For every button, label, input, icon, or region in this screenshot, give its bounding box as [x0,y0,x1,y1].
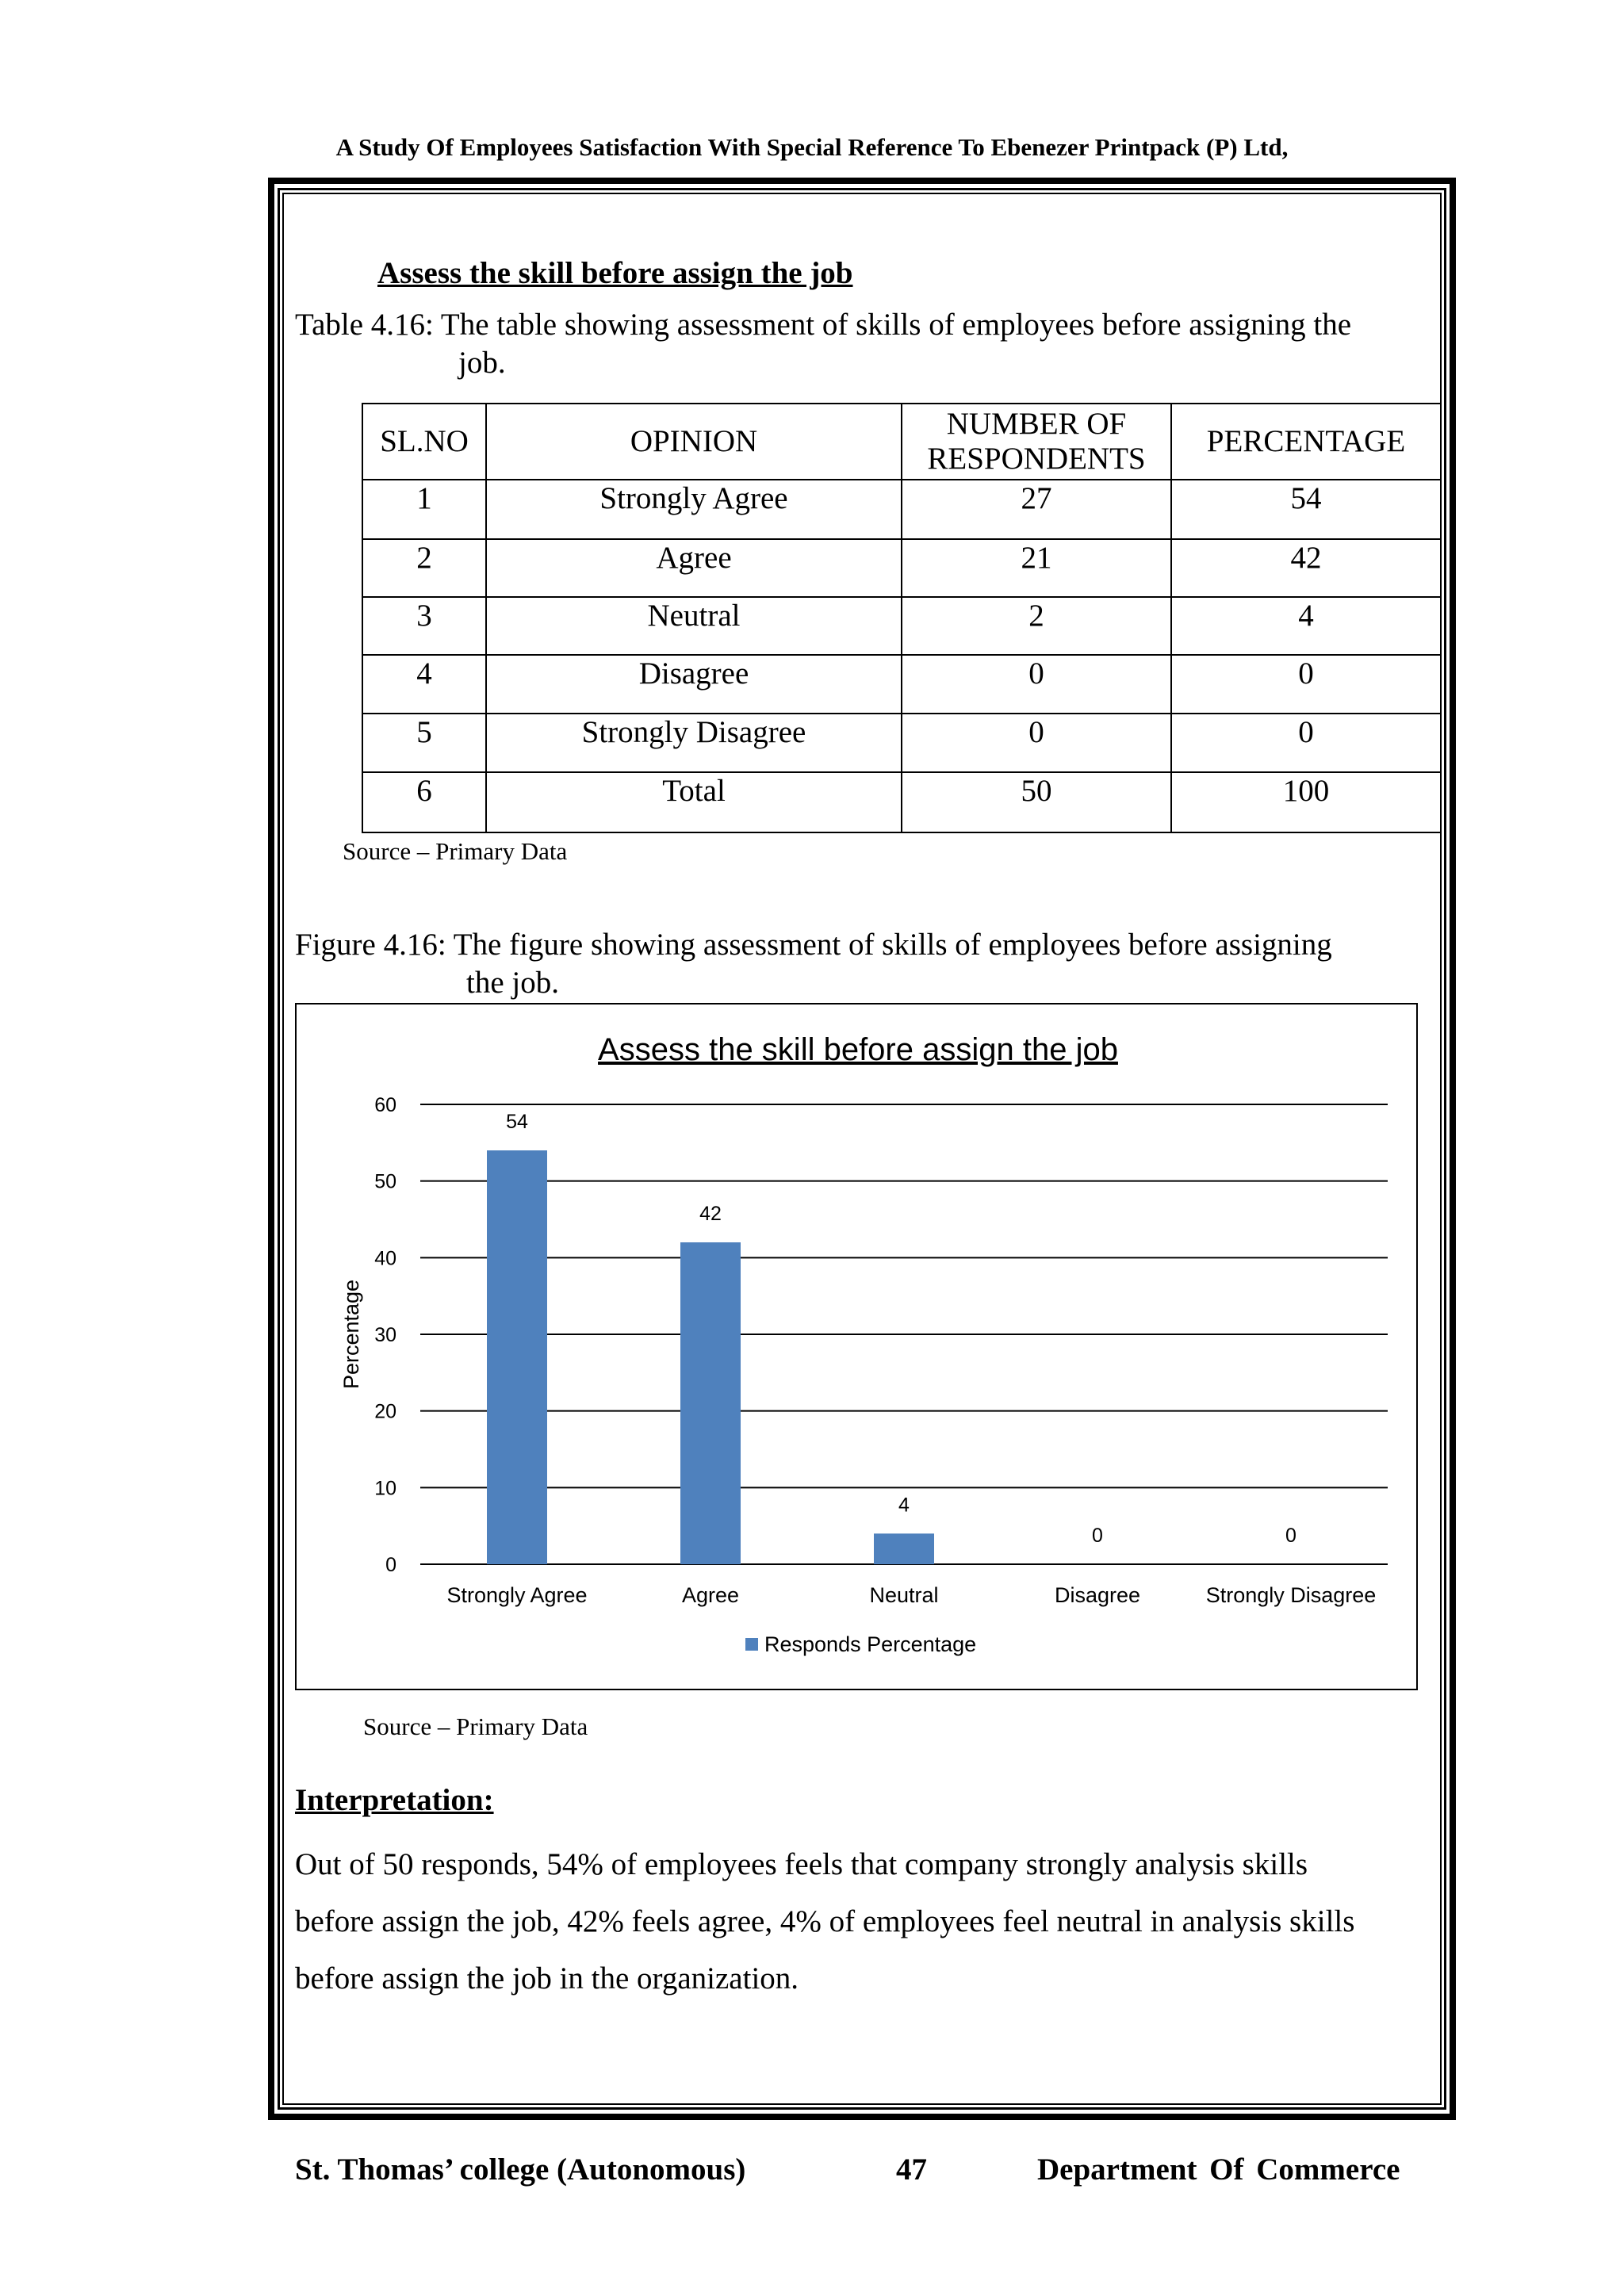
cell-percentage: 54 [1171,480,1441,539]
figure-source: Source – Primary Data [363,1712,588,1740]
header-number-of-respondents [902,404,1171,480]
cell-opinion: Strongly Disagree [486,714,902,772]
y-tick-label: 60 [374,1094,396,1116]
footer-page-number: 47 [896,2152,927,2187]
footer-department: Department Of Commerce [1037,2152,1400,2187]
section-title: Assess the skill before assign the job [377,256,853,290]
header-slno: SL.NO [362,404,486,480]
table-caption-line1: Table 4.16: The table showing assessment of skills of employees before assigning the [295,308,1352,342]
cell-slno: 6 [362,772,486,832]
legend-swatch [745,1638,758,1651]
cell-percentage: 0 [1171,714,1441,772]
bar [874,1533,934,1564]
figure-caption-line1: Figure 4.16: The figure showing assessment of skills of employees before assigning [295,928,1332,962]
bar [487,1150,547,1564]
cell-slno: 4 [362,655,486,714]
figure-caption-line2: the job. [466,966,559,1000]
x-tick-label: Strongly Disagree [1205,1583,1377,1607]
data-label: 0 [1285,1525,1297,1547]
footer-college: St. Thomas’ college (Autonomous) [295,2152,746,2187]
table-row-total [362,772,1441,832]
table-row [362,597,1441,655]
cell-respondents: 0 [902,655,1171,714]
table-source: Source – Primary Data [343,837,568,865]
data-label: 42 [699,1203,722,1225]
cell-slno: 1 [362,480,486,539]
x-tick-label: Disagree [1054,1583,1141,1607]
data-label: 54 [506,1111,528,1133]
cell-opinion: Disagree [486,655,902,714]
table-header-row [362,404,1441,480]
chart-title: Assess the skill before assign the job [598,1032,1118,1067]
cell-respondents: 27 [902,480,1171,539]
cell-respondents: 50 [902,772,1171,832]
data-label: 0 [1092,1525,1103,1547]
cell-respondents: 21 [902,539,1171,597]
bar [680,1242,741,1564]
cell-respondents: 2 [902,597,1171,655]
cell-slno: 5 [362,714,486,772]
y-tick-label: 10 [374,1477,396,1500]
y-tick-label: 20 [374,1400,396,1423]
header-opinion: OPINION [486,404,902,480]
table-row [362,480,1441,539]
y-axis-label: Percentage [339,1279,363,1390]
cell-slno: 2 [362,539,486,597]
header-number-line2: RESPONDENTS [927,442,1146,476]
y-tick-label: 50 [374,1170,396,1193]
cell-percentage: 4 [1171,597,1441,655]
table-row [362,539,1441,597]
x-tick-label: Neutral [869,1583,939,1607]
y-tick-label: 30 [374,1324,396,1346]
header-percentage: PERCENTAGE [1171,404,1441,480]
cell-respondents: 0 [902,714,1171,772]
y-tick-label: 40 [374,1247,396,1270]
data-label: 4 [898,1494,910,1517]
respondents-table [362,403,1442,833]
chart-canvas [297,1004,1416,1689]
bar-chart [295,1003,1418,1690]
legend-label: Responds Percentage [764,1632,977,1656]
interpretation-line3: before assign the job in the organization. [295,1961,799,1996]
table-caption-line2: job. [458,346,506,380]
cell-percentage: 0 [1171,655,1441,714]
cell-slno: 3 [362,597,486,655]
running-header: A Study Of Employees Satisfaction With Special Reference To Ebenezer Printpack (P) Ltd, [335,133,1289,161]
interpretation-line1: Out of 50 responds, 54% of employees feels that company strongly analysis skills [295,1847,1308,1881]
interpretation-line2: before assign the job, 42% feels agree, 4% of employees feel neutral in analysis skills [295,1904,1355,1938]
interpretation-body [295,1836,1421,2007]
table-row [362,655,1441,714]
cell-percentage: 100 [1171,772,1441,832]
table-caption [295,306,1351,382]
cell-opinion: Agree [486,539,902,597]
cell-opinion: Strongly Agree [486,480,902,539]
figure-caption [295,926,1332,1002]
cell-opinion: Neutral [486,597,902,655]
x-tick-label: Strongly Agree [446,1583,588,1607]
y-tick-label: 0 [385,1554,396,1576]
interpretation-title: Interpretation: [295,1783,494,1817]
cell-percentage: 42 [1171,539,1441,597]
cell-opinion: Total [486,772,902,832]
header-number-line1: NUMBER OF [946,407,1127,441]
x-tick-label: Agree [681,1583,740,1607]
table-row [362,714,1441,772]
